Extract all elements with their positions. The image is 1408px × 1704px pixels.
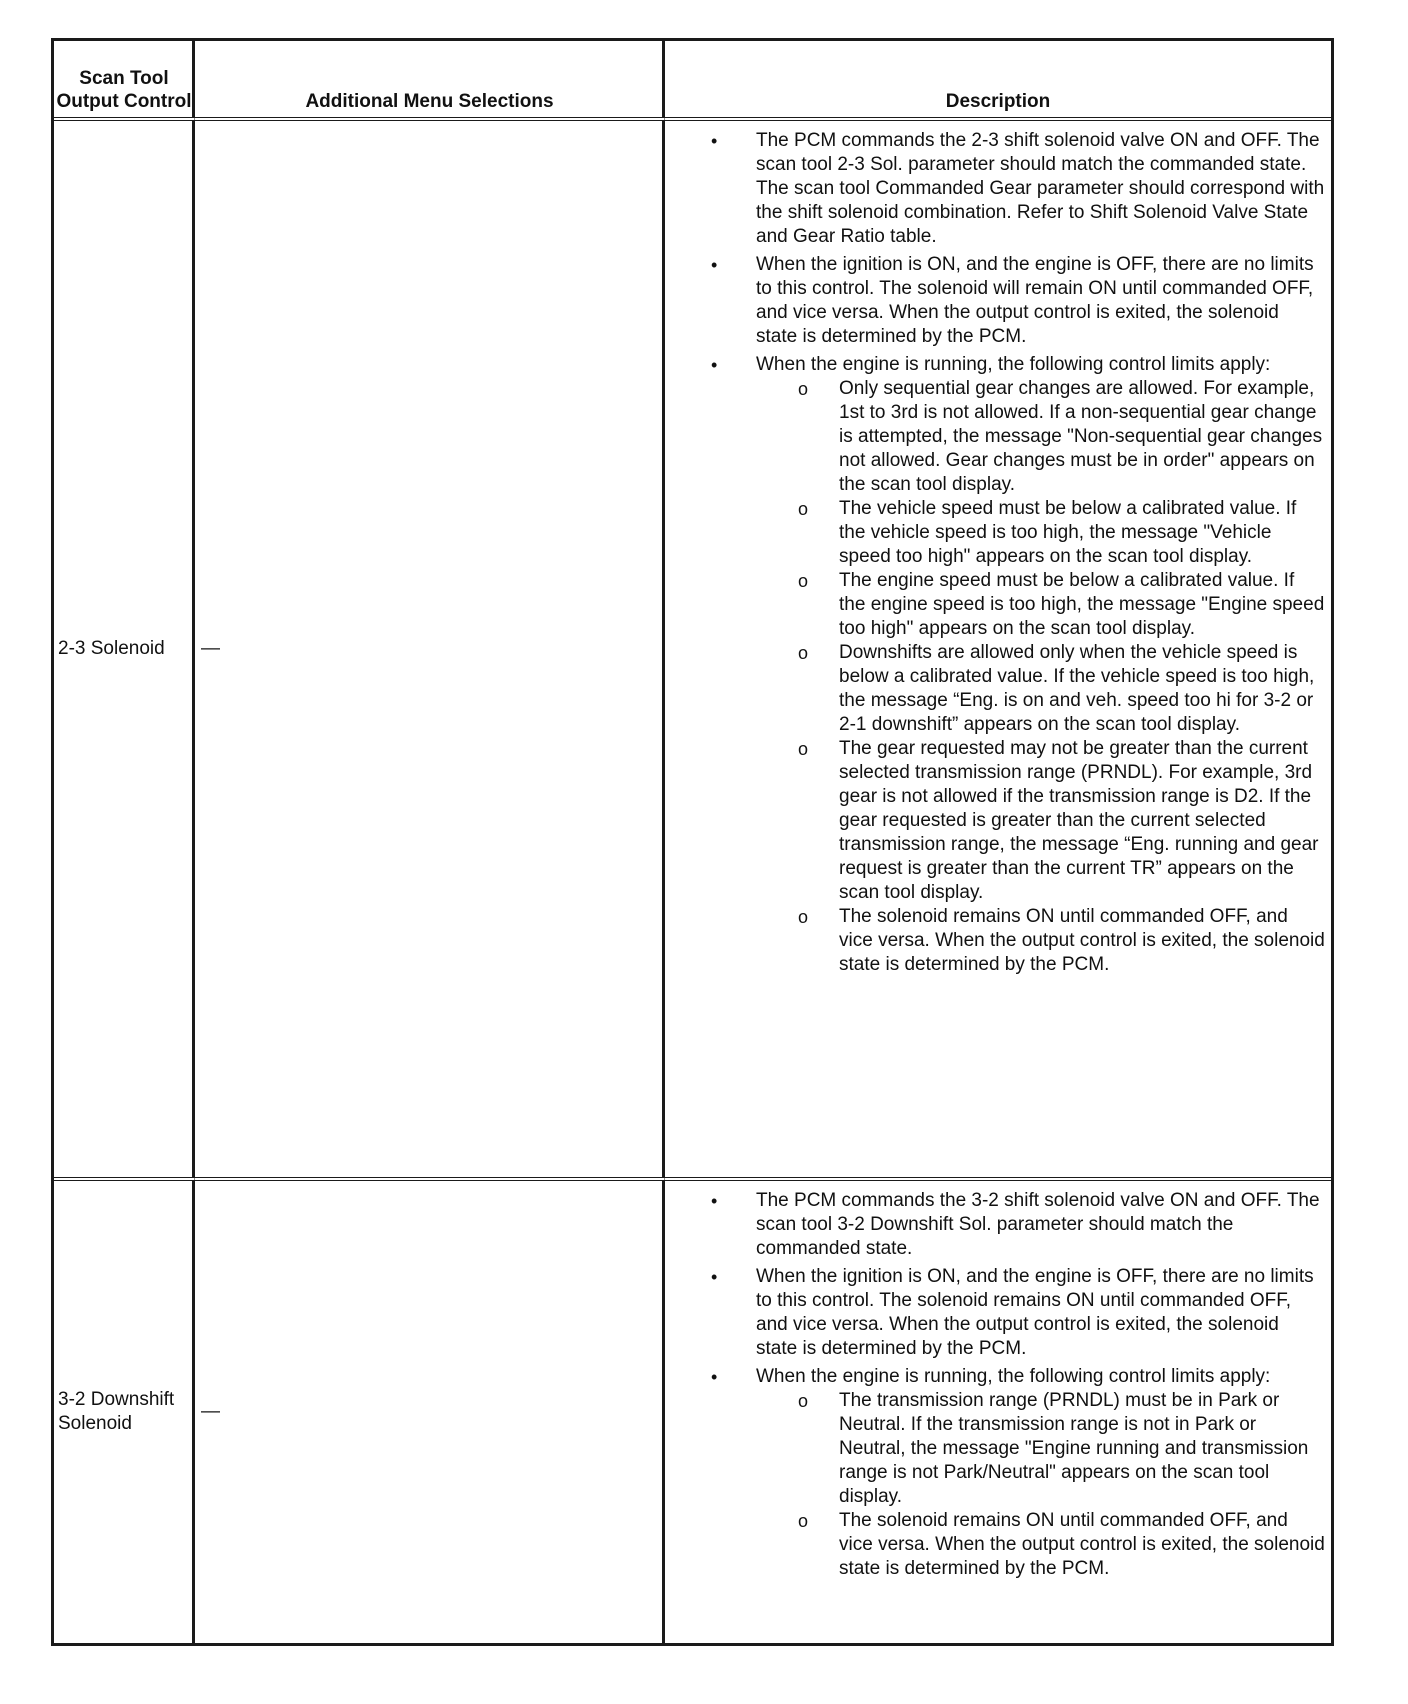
sub-list-item	[755, 1389, 1325, 1509]
circle-bullet-icon: o	[798, 571, 809, 591]
bullet-text: The PCM commands the 2-3 shift solenoid valve ON and OFF. The scan tool 2-3 Sol. parameter should match the commanded state. The scan tool Commanded Gear parameter should correspond with the shift solenoid combination. Refer to Shift Solenoid Valve State and Gear Ratio table.	[756, 130, 1325, 247]
sub-text: Only sequential gear changes are allowed. For example, 1st to 3rd is not allowed. If a non-sequential gear change is attempted, the message "Non-sequential gear changes not allowed. Gear changes must be in order" appears on the scan tool display.	[839, 378, 1323, 495]
circle-bullet-icon: o	[798, 643, 809, 663]
sub-list	[756, 1389, 1325, 1581]
sub-list-item	[755, 737, 1325, 905]
sub-list-item	[755, 1509, 1325, 1581]
bullet-text: When the ignition is ON, and the engine is OFF, there are no limits to this control. The solenoid will remain ON until commanded OFF, and vice versa. When the output control is exited, the solenoid state is determined by the PCM.	[756, 254, 1314, 347]
bullet-text: When the ignition is ON, and the engine is OFF, there are no limits to this control. The solenoid remains ON until commanded OFF, and vice versa. When the output control is exited, the solenoid state is determined by the PCM.	[756, 1266, 1314, 1359]
bullet-icon: •	[711, 1367, 718, 1387]
table-row	[54, 121, 1331, 1181]
bullet-text: When the engine is running, the following control limits apply:	[756, 1366, 1271, 1387]
circle-bullet-icon: o	[798, 499, 809, 519]
list-item	[665, 1189, 1325, 1261]
control-name-cell: 2-3 Solenoid	[54, 121, 195, 1181]
sub-list-item	[755, 497, 1325, 569]
bullet-icon: •	[711, 1267, 718, 1287]
list-item	[665, 1265, 1325, 1361]
circle-bullet-icon: o	[798, 739, 809, 759]
sub-text: The vehicle speed must be below a calibrated value. If the vehicle speed is too high, the message "Vehicle speed too high" appears on the scan tool display.	[839, 498, 1297, 567]
circle-bullet-icon: o	[798, 1391, 809, 1411]
table-row	[54, 1181, 1331, 1643]
sub-list	[756, 377, 1325, 977]
circle-bullet-icon: o	[798, 907, 809, 927]
sub-list-item	[755, 569, 1325, 641]
sub-list-item	[755, 641, 1325, 737]
list-item	[665, 353, 1325, 977]
bullet-text: The PCM commands the 3-2 shift solenoid valve ON and OFF. The scan tool 3-2 Downshift Sol. parameter should match the commanded state.	[756, 1190, 1320, 1259]
header-additional-menu-selections: Additional Menu Selections	[195, 41, 665, 121]
circle-bullet-icon: o	[798, 1511, 809, 1531]
bullet-icon: •	[711, 355, 718, 375]
menu-selection-cell: —	[195, 1181, 665, 1643]
description-cell	[665, 1181, 1331, 1643]
sub-list-item	[755, 905, 1325, 977]
sub-text: The engine speed must be below a calibrated value. If the engine speed is too high, the message "Engine speed too high" appears on the scan tool display.	[839, 570, 1325, 639]
bullet-icon: •	[711, 1191, 718, 1211]
header-description: Description	[665, 41, 1331, 121]
control-name-cell: 3-2 Downshift Solenoid	[54, 1181, 195, 1643]
description-cell	[665, 121, 1331, 1181]
bullet-icon: •	[711, 131, 718, 151]
list-item	[665, 253, 1325, 349]
list-item	[665, 1365, 1325, 1581]
sub-list-item	[755, 377, 1325, 497]
bullet-text: When the engine is running, the following control limits apply:	[756, 354, 1271, 375]
sub-text: The transmission range (PRNDL) must be in Park or Neutral. If the transmission range is not in Park or Neutral, the message "Engine running and transmission range is not Park/Neutral" appears on the scan tool display.	[839, 1390, 1309, 1507]
bullet-list	[665, 129, 1325, 977]
table-header-row	[54, 41, 1331, 121]
sub-text: The solenoid remains ON until commanded OFF, and vice versa. When the output control is exited, the solenoid state is determined by the PCM.	[839, 906, 1325, 975]
sub-text: The solenoid remains ON until commanded OFF, and vice versa. When the output control is exited, the solenoid state is determined by the PCM.	[839, 1510, 1325, 1579]
menu-selection-cell: —	[195, 121, 665, 1181]
bullet-icon: •	[711, 255, 718, 275]
output-control-table	[51, 38, 1334, 1646]
sub-text: Downshifts are allowed only when the vehicle speed is below a calibrated value. If the vehicle speed is too high, the message “Eng. is on and veh. speed too hi for 3-2 or 2-1 downshift” appears on the scan tool display.	[839, 642, 1315, 735]
circle-bullet-icon: o	[798, 379, 809, 399]
header-scan-tool-output-control: Scan Tool Output Control	[54, 41, 195, 121]
sub-text: The gear requested may not be greater than the current selected transmission range (PRNDL). For example, 3rd gear is not allowed if the transmission range is D2. If the gear requested is greater than the current selected transmission range, the message “Eng. running and gear request is greater than the current TR” appears on the scan tool display.	[839, 738, 1319, 903]
bullet-list	[665, 1189, 1325, 1581]
list-item	[665, 129, 1325, 249]
